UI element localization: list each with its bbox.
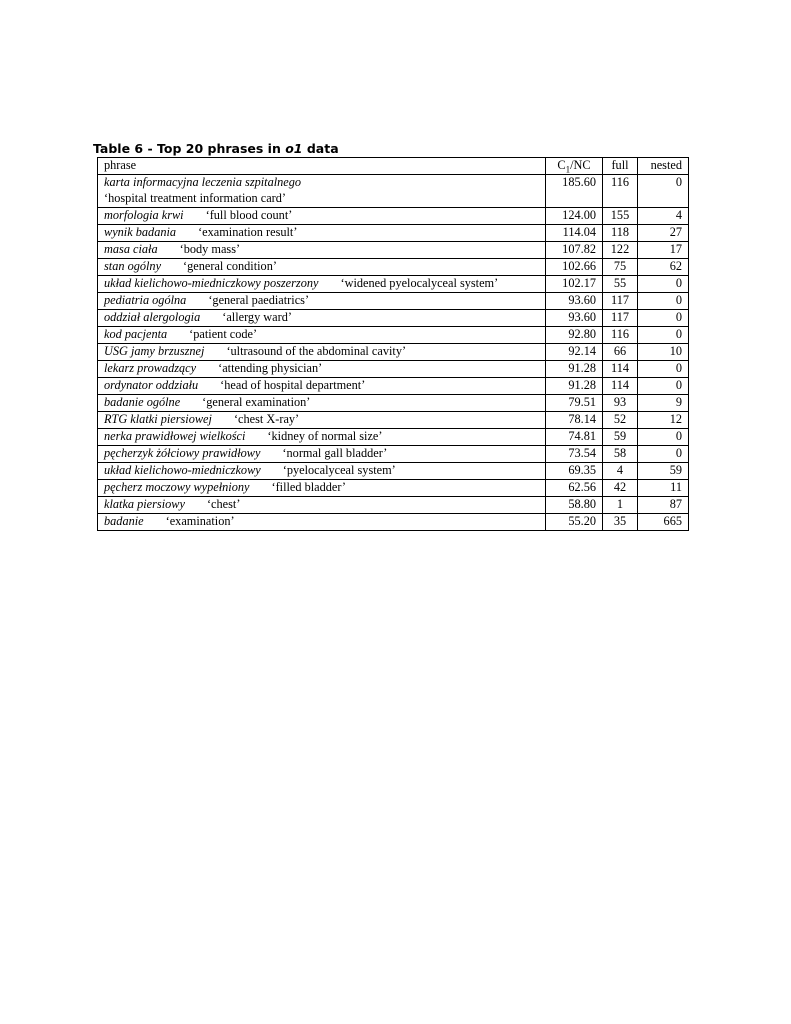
phrase-english: ‘attending physician’ xyxy=(218,361,323,375)
phrase-cell xyxy=(98,225,546,242)
table-row xyxy=(98,310,689,327)
phrase-polish: morfologia krwi xyxy=(104,208,184,222)
table-row xyxy=(98,514,689,531)
phrase-polish: kod pacjenta xyxy=(104,327,168,341)
phrase-cell xyxy=(98,242,546,259)
header-phrase: phrase xyxy=(98,158,546,175)
nested-cell: 0 xyxy=(638,429,689,446)
phrase-cell xyxy=(98,276,546,293)
phrase-english: ‘examination result’ xyxy=(198,225,298,239)
table-row xyxy=(98,293,689,310)
score-cell: 58.80 xyxy=(546,497,603,514)
header-score-main: C xyxy=(557,158,566,172)
table-body xyxy=(98,175,689,531)
full-cell: 155 xyxy=(603,208,638,225)
phrase-polish: stan ogólny xyxy=(104,259,162,273)
full-cell: 116 xyxy=(603,175,638,208)
score-cell: 91.28 xyxy=(546,361,603,378)
nested-cell: 0 xyxy=(638,276,689,293)
full-cell: 42 xyxy=(603,480,638,497)
phrase-cell xyxy=(98,480,546,497)
full-cell: 118 xyxy=(603,225,638,242)
table-row xyxy=(98,497,689,514)
table-row xyxy=(98,242,689,259)
phrase-polish: karta informacyjna leczenia szpitalnego xyxy=(104,175,302,189)
phrase-english: ‘head of hospital department’ xyxy=(220,378,366,392)
nested-cell: 27 xyxy=(638,225,689,242)
phrase-cell xyxy=(98,259,546,276)
phrase-polish: pediatria ogólna xyxy=(104,293,187,307)
phrase-polish: badanie ogólne xyxy=(104,395,181,409)
phrase-polish: USG jamy brzusznej xyxy=(104,344,205,358)
nested-cell: 87 xyxy=(638,497,689,514)
phrase-english: ‘patient code’ xyxy=(189,327,258,341)
score-cell: 107.82 xyxy=(546,242,603,259)
score-cell: 102.17 xyxy=(546,276,603,293)
caption-prefix: Table 6 - Top 20 phrases in xyxy=(93,141,286,156)
phrase-polish: nerka prawidłowej wielkości xyxy=(104,429,246,443)
score-cell: 185.60 xyxy=(546,175,603,208)
phrase-english: ‘examination’ xyxy=(165,514,235,528)
table-row xyxy=(98,412,689,429)
phrase-polish: lekarz prowadzący xyxy=(104,361,197,375)
phrase-polish: układ kielichowo-miedniczkowy xyxy=(104,463,261,477)
header-score-tail: /NC xyxy=(570,158,591,172)
phrase-english: ‘pyelocalyceal system’ xyxy=(282,463,396,477)
nested-cell: 0 xyxy=(638,293,689,310)
table-row xyxy=(98,429,689,446)
score-cell: 69.35 xyxy=(546,463,603,480)
nested-cell: 10 xyxy=(638,344,689,361)
phrase-cell xyxy=(98,327,546,344)
phrase-english: ‘general paediatrics’ xyxy=(208,293,310,307)
table-row xyxy=(98,463,689,480)
phrase-polish: RTG klatki piersiowej xyxy=(104,412,212,426)
full-cell: 93 xyxy=(603,395,638,412)
table-row xyxy=(98,480,689,497)
phrase-english: ‘body mass’ xyxy=(179,242,241,256)
phrase-polish: pęcherz moczowy wypełniony xyxy=(104,480,250,494)
phrase-polish: pęcherzyk żółciowy prawidłowy xyxy=(104,446,261,460)
table-caption xyxy=(93,141,339,156)
phrase-polish: wynik badania xyxy=(104,225,177,239)
phrase-polish: badanie xyxy=(104,514,144,528)
score-cell: 102.66 xyxy=(546,259,603,276)
phrase-cell xyxy=(98,175,546,192)
header-full: full xyxy=(603,158,638,175)
nested-cell: 0 xyxy=(638,175,689,208)
phrase-english: ‘normal gall bladder’ xyxy=(282,446,388,460)
full-cell: 35 xyxy=(603,514,638,531)
table-row xyxy=(98,327,689,344)
phrase-cell xyxy=(98,208,546,225)
score-cell: 55.20 xyxy=(546,514,603,531)
score-cell: 79.51 xyxy=(546,395,603,412)
phrase-english: ‘chest’ xyxy=(206,497,241,511)
score-cell: 92.14 xyxy=(546,344,603,361)
phrase-english: ‘chest X-ray’ xyxy=(233,412,300,426)
phrases-table xyxy=(97,157,689,531)
table-header-row xyxy=(98,158,689,175)
score-cell: 73.54 xyxy=(546,446,603,463)
nested-cell: 0 xyxy=(638,446,689,463)
phrase-cell xyxy=(98,191,546,208)
caption-suffix: data xyxy=(302,141,339,156)
full-cell: 117 xyxy=(603,310,638,327)
full-cell: 55 xyxy=(603,276,638,293)
score-cell: 92.80 xyxy=(546,327,603,344)
nested-cell: 665 xyxy=(638,514,689,531)
full-cell: 4 xyxy=(603,463,638,480)
nested-cell: 11 xyxy=(638,480,689,497)
phrase-cell xyxy=(98,446,546,463)
phrase-cell xyxy=(98,463,546,480)
score-cell: 93.60 xyxy=(546,293,603,310)
score-cell: 114.04 xyxy=(546,225,603,242)
score-cell: 74.81 xyxy=(546,429,603,446)
phrase-cell xyxy=(98,412,546,429)
phrase-english: ‘widened pyelocalyceal system’ xyxy=(340,276,499,290)
full-cell: 114 xyxy=(603,361,638,378)
header-nested: nested xyxy=(638,158,689,175)
full-cell: 116 xyxy=(603,327,638,344)
phrase-english: ‘full blood count’ xyxy=(205,208,293,222)
phrase-polish: oddział alergologia xyxy=(104,310,201,324)
phrase-cell xyxy=(98,497,546,514)
full-cell: 58 xyxy=(603,446,638,463)
phrase-english: ‘allergy ward’ xyxy=(222,310,292,324)
phrase-polish: klatka piersiowy xyxy=(104,497,185,511)
phrase-english: ‘kidney of normal size’ xyxy=(267,429,383,443)
header-score xyxy=(546,158,603,175)
full-cell: 114 xyxy=(603,378,638,395)
nested-cell: 9 xyxy=(638,395,689,412)
full-cell: 1 xyxy=(603,497,638,514)
phrase-english: ‘hospital treatment information card’ xyxy=(104,191,286,205)
score-cell: 93.60 xyxy=(546,310,603,327)
phrase-cell xyxy=(98,310,546,327)
nested-cell: 59 xyxy=(638,463,689,480)
nested-cell: 62 xyxy=(638,259,689,276)
table-row xyxy=(98,259,689,276)
table-row xyxy=(98,378,689,395)
phrase-english: ‘filled bladder’ xyxy=(271,480,347,494)
phrase-cell xyxy=(98,514,546,531)
full-cell: 122 xyxy=(603,242,638,259)
full-cell: 59 xyxy=(603,429,638,446)
nested-cell: 0 xyxy=(638,361,689,378)
full-cell: 117 xyxy=(603,293,638,310)
nested-cell: 12 xyxy=(638,412,689,429)
phrase-english: ‘ultrasound of the abdominal cavity’ xyxy=(226,344,407,358)
phrase-cell xyxy=(98,344,546,361)
table-row xyxy=(98,208,689,225)
phrase-cell xyxy=(98,293,546,310)
nested-cell: 0 xyxy=(638,327,689,344)
full-cell: 66 xyxy=(603,344,638,361)
table-row xyxy=(98,276,689,293)
caption-dataset: o1 xyxy=(285,141,303,156)
score-cell: 78.14 xyxy=(546,412,603,429)
phrase-polish: ordynator oddziału xyxy=(104,378,199,392)
score-cell: 91.28 xyxy=(546,378,603,395)
phrase-polish: masa ciała xyxy=(104,242,158,256)
table-row xyxy=(98,446,689,463)
table-row xyxy=(98,225,689,242)
phrase-cell xyxy=(98,361,546,378)
header-score-sub: 1 xyxy=(565,164,571,175)
full-cell: 75 xyxy=(603,259,638,276)
full-cell: 52 xyxy=(603,412,638,429)
phrase-english: ‘general condition’ xyxy=(183,259,277,273)
score-cell: 62.56 xyxy=(546,480,603,497)
phrase-cell xyxy=(98,429,546,446)
table-row xyxy=(98,344,689,361)
nested-cell: 17 xyxy=(638,242,689,259)
table-row xyxy=(98,175,689,192)
phrase-english: ‘general examination’ xyxy=(202,395,311,409)
phrase-cell xyxy=(98,378,546,395)
phrase-cell xyxy=(98,395,546,412)
nested-cell: 4 xyxy=(638,208,689,225)
nested-cell: 0 xyxy=(638,378,689,395)
nested-cell: 0 xyxy=(638,310,689,327)
score-cell: 124.00 xyxy=(546,208,603,225)
table-row xyxy=(98,395,689,412)
table-row xyxy=(98,361,689,378)
phrase-polish: układ kielichowo-miedniczkowy poszerzony xyxy=(104,276,319,290)
